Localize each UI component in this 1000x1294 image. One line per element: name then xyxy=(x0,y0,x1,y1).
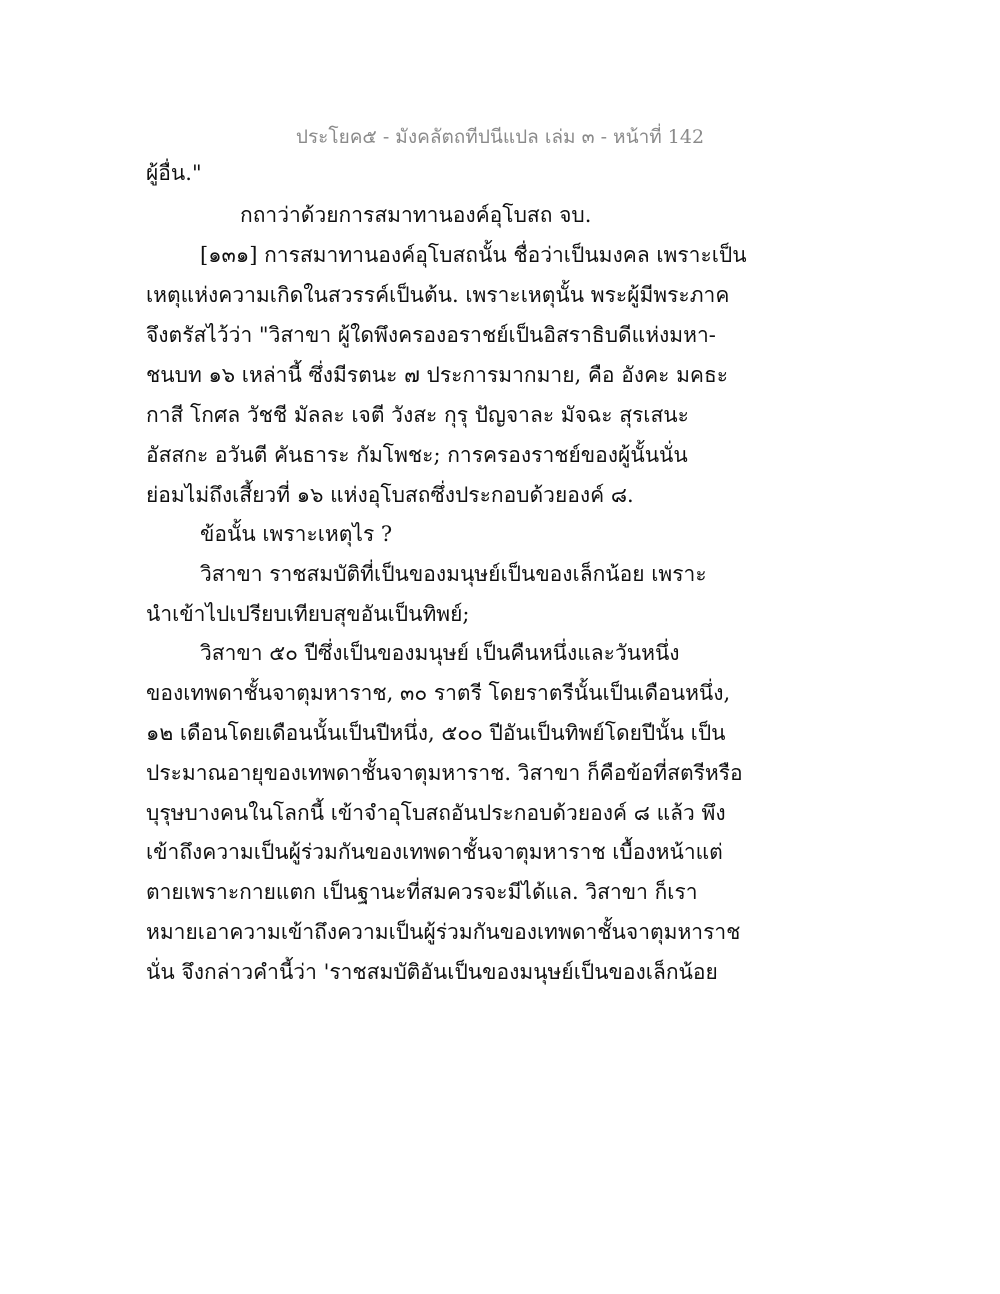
text-line: ข้อนั้น เพราะเหตุไร ? xyxy=(200,522,393,546)
text-line: จึงตรัสไว้ว่า "วิสาขา ผู้ใดพึงครองอราชย์เป็นอิสราธิบดีแห่งมหา- xyxy=(146,323,716,347)
text-line: ๑๒ เดือนโดยเดือนนั้นเป็นปีหนึ่ง, ๕๐๐ ปีอันเป็นทิพย์โดยปีนั้น เป็น xyxy=(146,721,726,745)
text-line: ของเทพดาชั้นจาตุมหาราช, ๓๐ ราตรี โดยราตรีนั้นเป็นเดือนหนึ่ง, xyxy=(146,681,731,705)
text-line: หมายเอาความเข้าถึงความเป็นผู้ร่วมกันของเทพดาชั้นจาตุมหาราช xyxy=(146,920,741,944)
text-line: วิสาขา ราชสมบัติที่เป็นของมนุษย์เป็นของเล็กน้อย เพราะ xyxy=(200,562,707,586)
text-line: ประมาณอายุของเทพดาชั้นจาตุมหาราช. วิสาขา ก็คือข้อที่สตรีหรือ xyxy=(146,761,743,785)
text-line: นำเข้าไปเปรียบเทียบสุขอันเป็นทิพย์; xyxy=(146,602,470,626)
text-line: ชนบท ๑๖ เหล่านี้ ซึ่งมีรตนะ ๗ ประการมากมาย, คือ อังคะ มคธะ xyxy=(146,363,729,387)
text-line: เหตุแห่งความเกิดในสวรรค์เป็นต้น. เพราะเหตุนั้น พระผู้มีพระภาค xyxy=(146,283,730,307)
text-line: อัสสกะ อวันตี คันธาระ กัมโพชะ; การครองราชย์ของผู้นั้นนั่น xyxy=(146,443,688,467)
section-end-heading: กถาว่าด้วยการสมาทานองค์อุโบสถ จบ. xyxy=(240,203,592,227)
page-header: ประโยค๕ - มังคลัตถทีปนีแปล เล่ม ๓ - หน้าที่ 142 xyxy=(295,126,705,148)
text-line: เข้าถึงความเป็นผู้ร่วมกันของเทพดาชั้นจาตุมหาราช เบื้องหน้าแต่ xyxy=(146,840,723,864)
text-line: วิสาขา ๕๐ ปีซึ่งเป็นของมนุษย์ เป็นคืนหนึ่งและวันหนึ่ง xyxy=(200,641,680,665)
text-line: ผู้อื่น." xyxy=(146,161,202,185)
text-line: นั่น จึงกล่าวคำนี้ว่า 'ราชสมบัติอันเป็นของมนุษย์เป็นของเล็กน้อย xyxy=(146,960,718,984)
text-line: ตายเพราะกายแตก เป็นฐานะที่สมควรจะมีได้แล. วิสาขา ก็เรา xyxy=(146,880,698,904)
text-line: บุรุษบางคนในโลกนี้ เข้าจำอุโบสถอันประกอบด้วยองค์ ๘ แล้ว พึง xyxy=(146,801,726,825)
text-line: ย่อมไม่ถึงเสี้ยวที่ ๑๖ แห่งอุโบสถซึ่งประกอบด้วยองค์ ๘. xyxy=(146,483,634,507)
text-line: [๑๓๑] การสมาทานองค์อุโบสถนั้น ชื่อว่าเป็นมงคล เพราะเป็น xyxy=(200,243,747,267)
text-line: กาสี โกศล วัชชี มัลละ เจตี วังสะ กุรุ ปัญจาละ มัจฉะ สุรเสนะ xyxy=(146,403,689,427)
